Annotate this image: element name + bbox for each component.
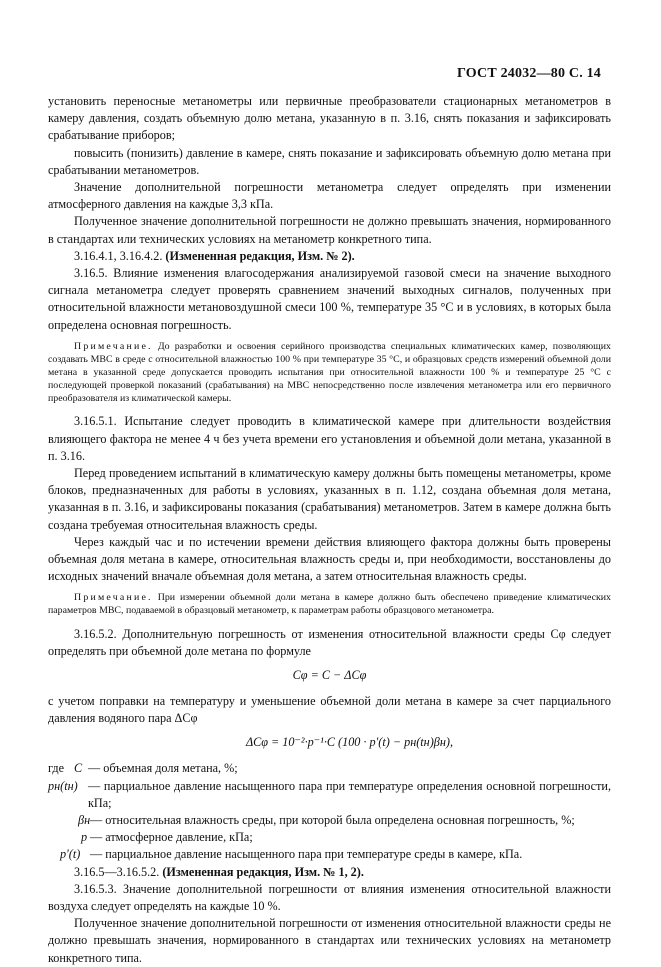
paragraph: установить переносные метанометры или первичные преобразователи стационарных метанометров в камеру давления, создать объемную долю метана, указанную в п. 3.16, снять показания и зафиксировать срабатывание приборов; [48, 94, 611, 143]
definition-text: — атмосферное давление, кПа; [90, 830, 253, 845]
document-body [48, 93, 611, 967]
note [48, 591, 611, 617]
paragraph: 3.16.5.1. Испытание следует проводить в климатической камере при длительности воздействия влияющего фактора не менее 4 ч без учета времени его установления и объемной доли метана, указанной в п. 3.16. [48, 414, 611, 463]
note-text: При измерении объемной доли метана в камере должно быть обеспечено приведение климатических параметров МВС, подаваемой в образцовый метанометр, к параметрам работы образцового метанометра. [48, 592, 611, 617]
definition-text: — относительная влажность среды, при которой была определена основная погрешность, %; [90, 812, 575, 827]
definition-symbol: pн(tн) [48, 778, 78, 793]
definition-symbol: βн [78, 812, 91, 827]
paragraph: 3.16.5.3. Значение дополнительной погрешности от влияния изменения относительной влажности воздуха следует определять на каждые 10 %. [48, 881, 611, 913]
amendment-line [48, 864, 611, 881]
page-header: ГОСТ 24032—80 С. 14 [457, 66, 601, 81]
definition-row [48, 778, 611, 812]
formula: ΔCφ = 10⁻²·p⁻¹·C (100 · p′(t) − pн(tн)βн), [245, 735, 454, 750]
definition-text: — парциальное давление насыщенного пара при температуре среды в камере, кПа. [90, 847, 523, 862]
definition-symbol: C [74, 761, 83, 776]
where-word: где [48, 761, 65, 776]
paragraph: 3.16.5. Влияние изменения влагосодержания анализируемой газовой смеси на значение выходного сигнала метанометра следует проверять сравнением значений выходных сигналов, полученных при относительной влажности метановоздушной смеси 100 %, температуре 35 °С и в условиях, в которых была определена основная погрешность. [48, 266, 611, 332]
note-text: До разработки и освоения серийного производства специальных климатических камер, позволяющих создавать МВС в среде с относительной влажностью 100 % при температуре 35 °С, и образцовых средств измерений объемной доли метана в указанной среде допускается проводить испытания при относительной влажности 100 % и температуре 25 °С с последующей проверкой показаний (срабатывания) на МВС непосредственно после извлечения метанометра или его первичного преобразователя из климатической камеры. [48, 340, 611, 405]
formula: Cφ = C − ΔCφ [292, 667, 367, 682]
amendment-line [48, 248, 611, 265]
definition-row [48, 812, 611, 829]
definition-symbol: p′(t) [60, 847, 81, 862]
clause-ref: 3.16.4.1, 3.16.4.2. [74, 248, 163, 263]
paragraph: Через каждый час и по истечении времени действия влияющего фактора должны быть проверены объемная доля метана в камере, относительная влажность среды и, при необходимости, восстановлены до исходных значений вначале объемная доля метана, а затем относительная влажность среды. [48, 534, 611, 584]
paragraph: Полученное значение дополнительной погрешности не должно превышать значения, нормированного в стандартах или технических условиях на метанометр конкретного типа. [48, 214, 611, 246]
paragraph: Значение дополнительной погрешности метанометра следует определять при изменении атмосферного давления на каждые 3,3 кПа. [48, 180, 611, 212]
note [48, 340, 611, 405]
note-label: Примечание. [74, 592, 153, 604]
clause-ref: 3.16.5—3.16.5.2. [74, 864, 160, 879]
amendment-note: (Измененная редакция, Изм. № 2). [165, 248, 355, 263]
definition-symbol: p [81, 830, 88, 845]
amendment-note: (Измененная редакция, Изм. № 1, 2). [162, 864, 364, 879]
note-label: Примечание. [74, 340, 153, 352]
paragraph: с учетом поправки на температуру и уменьшение объемной доли метана в камере за счет парциального давления водяного пара ΔCφ [48, 693, 611, 726]
paragraph: Полученное значение дополнительной погрешности от изменения относительной влажности среды не должно превышать значения, нормированного в стандартах или технических условиях на метанометр конкретного типа. [48, 916, 611, 965]
paragraph: Перед проведением испытаний в климатическую камеру должны быть помещены метанометры, кроме блоков, предназначенных для работы в условиях, указанных в п. 1.12, создана объемная доля метана, указанная в п. 3.16, и зафиксированы показания (срабатывания) метанометров. Затем в камере должна быть создана требуемая относительная влажность среды. [48, 465, 611, 532]
definition-text: — парциальное давление насыщенного пара при температуре определения основной погрешности, кПа; [88, 778, 611, 810]
definition-row [48, 829, 611, 846]
paragraph: повысить (понизить) давление в камере, снять показание и зафиксировать объемную долю метана при срабатывании метанометров. [48, 145, 611, 177]
definition-text: — объемная доля метана, %; [88, 761, 238, 776]
definition-row [48, 760, 611, 777]
definition-row [48, 846, 611, 863]
paragraph: 3.16.5.2. Дополнительную погрешность от изменения относительной влажности среды Cφ следует определять при объемной доле метана по формуле [48, 626, 611, 658]
